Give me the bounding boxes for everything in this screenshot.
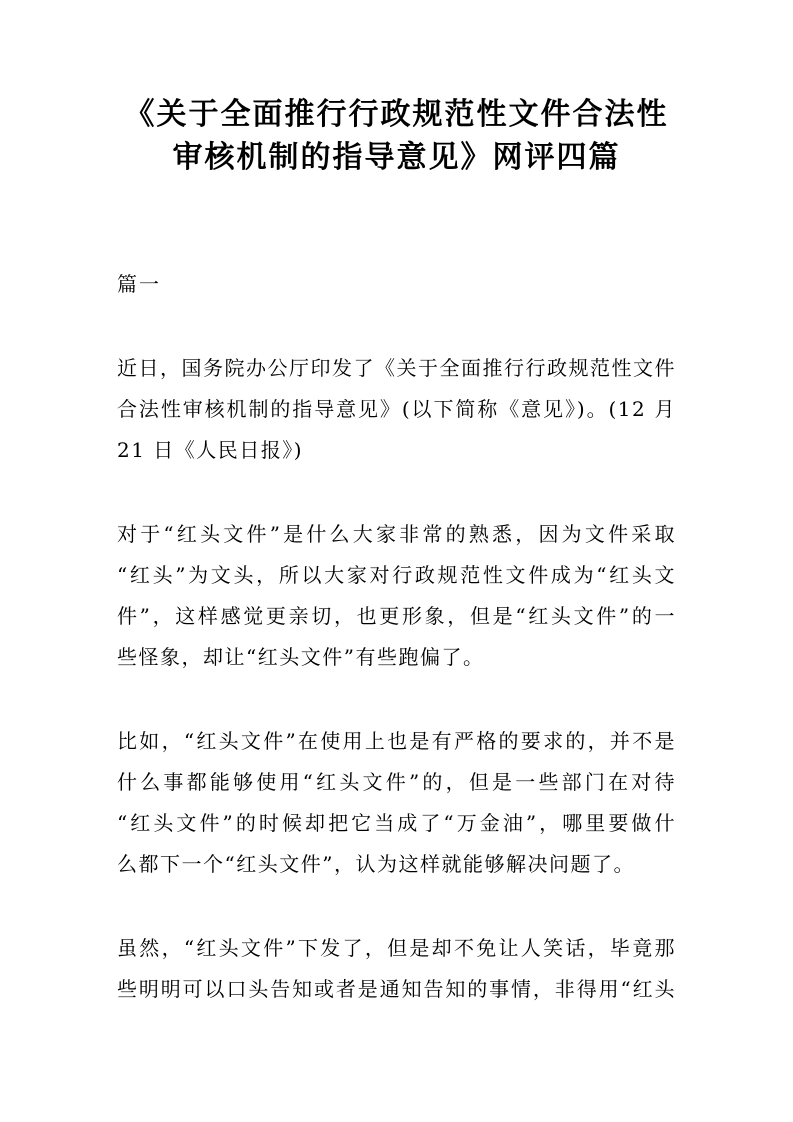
text-line: 对于“红头文件”是什么大家非常的熟悉，因为文件采取 (117, 522, 676, 546)
paragraphs (117, 348, 676, 1010)
text-line: “红头文件”的时候却把它当成了“万金油”，哪里要做什 (117, 811, 676, 835)
paragraph (117, 928, 676, 1010)
text-line: 些怪象，却让“红头文件”有些跑偏了。 (117, 645, 485, 669)
document-title (117, 93, 676, 179)
text-line: 么都下一个“红头文件”，认为这样就能够解决问题了。 (117, 852, 635, 876)
text-line: 近日，国务院办公厅印发了《关于全面推行行政规范性文件 (117, 356, 676, 380)
text-line: 21 日《人民日报》) (117, 438, 304, 462)
text-line: 虽然，“红头文件”下发了，但是却不免让人笑话，毕竟那 (117, 936, 676, 960)
section-heading: 篇一 (117, 272, 161, 296)
text-line: 些明明可以口头告知或者是通知告知的事情，非得用“红头 (117, 977, 676, 1001)
text-line: “红头”为文头，所以大家对行政规范性文件成为“红头文 (117, 563, 676, 587)
text-line: 件”，这样感觉更亲切，也更形象，但是“红头文件”的一 (117, 604, 676, 628)
text-line: 合法性审核机制的指导意见》(以下简称《意见》)。(12 月 (117, 397, 676, 421)
paragraph (117, 514, 676, 678)
title-line: 审核机制的指导意见》网评四篇 (172, 140, 621, 175)
paragraph (117, 721, 676, 885)
title-line: 《关于全面推行行政规范性文件合法性 (124, 97, 669, 132)
text-line: 什么事都能够使用“红头文件”的，但是一些部门在对待 (117, 770, 676, 794)
text-line: 比如，“红头文件”在使用上也是有严格的要求的，并不是 (117, 729, 676, 753)
paragraph (117, 348, 676, 471)
